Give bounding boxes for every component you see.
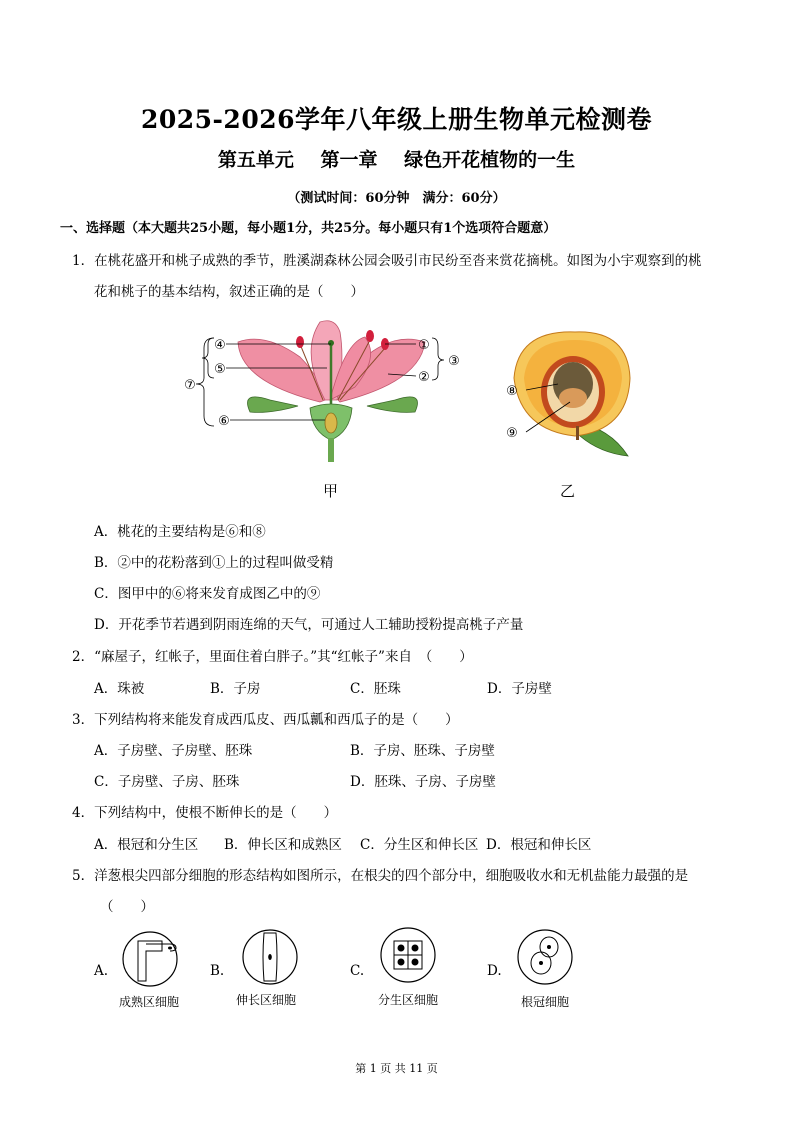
page-subtitle	[0, 145, 793, 172]
q5-option-b: B.	[210, 963, 225, 979]
q2-option-c: C．胚珠	[350, 681, 401, 697]
label-5: ⑤	[214, 362, 226, 377]
q2-option-b: B．子房	[210, 681, 261, 697]
q1-option-b: B．②中的花粉落到①上的过程叫做受精	[94, 555, 334, 571]
q2-stem: 2．“麻屋子，红帐子，里面住着白胖子。”其“红帐子”来自 （ ）	[72, 649, 473, 665]
figure-caption-b: 乙	[560, 482, 576, 500]
unit-label: 第五单元	[217, 149, 294, 171]
q5-caption-c: 分生区细胞	[378, 993, 439, 1007]
q3-option-b: B．子房、胚珠、子房壁	[350, 743, 495, 759]
q1-option-c: C．图甲中的⑥将来发育成图乙中的⑨	[94, 586, 321, 602]
section-heading: 一、选择题（本大题共25小题，每小题1分，共25分。每小题只有1个选项符合题意）	[60, 221, 557, 236]
q4-option-c: C．分生区和伸长区	[360, 837, 479, 853]
q2-option-d: D．子房壁	[487, 681, 552, 697]
page-footer: 第 1 页 共 11 页	[355, 1062, 438, 1075]
figure-caption-a: 甲	[323, 482, 339, 500]
q4-option-a: A．根冠和分生区	[94, 837, 199, 853]
q5-caption-a: 成熟区细胞	[119, 995, 180, 1009]
label-4: ④	[214, 338, 226, 353]
label-3: ③	[448, 354, 460, 369]
q2-option-a: A．珠被	[94, 681, 145, 697]
q5-stem-line2: （ ）	[100, 899, 154, 915]
page-title: 2025-2026学年八年级上册生物单元检测卷	[140, 105, 653, 134]
q3-option-a: A．子房壁、子房壁、胚珠	[94, 743, 253, 759]
q3-option-d: D．胚珠、子房、子房壁	[350, 774, 496, 790]
label-1: ①	[418, 338, 430, 353]
peach-diagram	[500, 318, 640, 468]
meristem-zone-cell-image	[378, 925, 438, 985]
chapter-label: 第一章	[320, 149, 378, 171]
q5-caption-b: 伸长区细胞	[236, 993, 297, 1007]
q5-stem-line1: 5．洋葱根尖四部分细胞的形态结构如图所示，在根尖的四个部分中，细胞吸收水和无机盐能力最强的是	[72, 868, 689, 884]
q4-option-d: D．根冠和伸长区	[486, 837, 592, 853]
q4-stem: 4．下列结构中，使根不断伸长的是（ ）	[72, 805, 338, 821]
q4-option-b: B．伸长区和成熟区	[224, 837, 342, 853]
topic-label: 绿色开花植物的一生	[404, 149, 576, 171]
label-7: ⑦	[184, 378, 196, 393]
q5-option-a: A.	[94, 963, 109, 979]
q3-stem: 3．下列结构将来能发育成西瓜皮、西瓜瓤和西瓜子的是（ ）	[72, 712, 459, 728]
mature-zone-cell-image	[120, 929, 180, 989]
q5-option-c: C.	[350, 963, 365, 979]
label-2: ②	[418, 370, 430, 385]
q5-caption-d: 根冠细胞	[521, 995, 570, 1009]
root-cap-cell-image	[515, 927, 575, 987]
q5-option-d: D.	[487, 963, 502, 979]
label-8: ⑧	[506, 384, 518, 399]
elongation-zone-cell-image	[240, 927, 300, 987]
label-9: ⑨	[506, 426, 518, 441]
q1-stem-line1: 1．在桃花盛开和桃子成熟的季节，胜溪湖森林公园会吸引市民纷至沓来赏花摘桃。如图为小宇观察到的桃	[72, 253, 702, 269]
q3-option-c: C．子房壁、子房、胚珠	[94, 774, 240, 790]
q1-option-a: A．桃花的主要结构是⑥和⑧	[94, 524, 266, 540]
q1-option-d: D．开花季节若遇到阴雨连绵的天气，可通过人工辅助授粉提高桃子产量	[94, 617, 524, 633]
exam-meta: （测试时间：60分钟 满分：60分）	[287, 191, 506, 206]
q1-stem-line2: 花和桃子的基本结构，叙述正确的是（ ）	[94, 284, 364, 300]
label-6: ⑥	[218, 414, 230, 429]
flower-diagram	[180, 312, 470, 467]
